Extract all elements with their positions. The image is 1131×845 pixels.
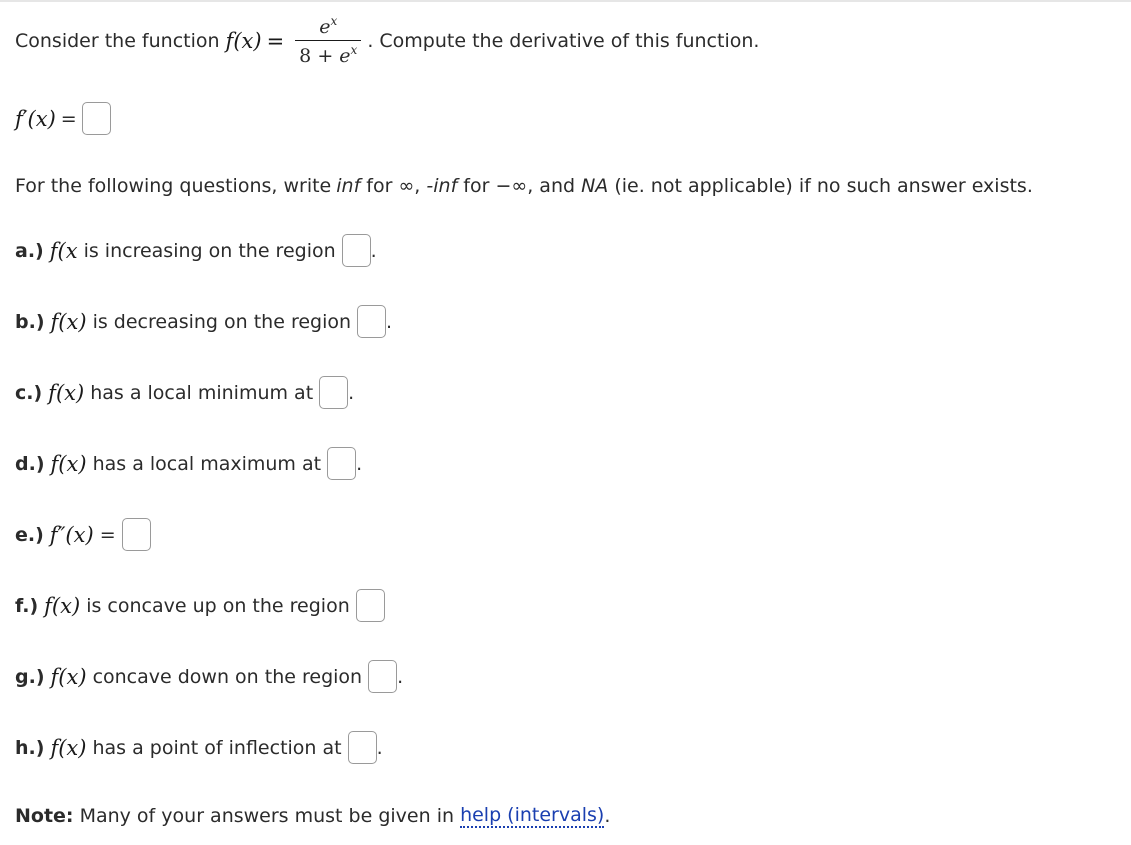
- equals-sign: =: [60, 107, 77, 130]
- fraction-denominator: $8 + e^x$: [295, 40, 361, 67]
- derivative-label: f′(x): [15, 106, 56, 131]
- question-e: e.) f″(x) =: [15, 518, 151, 551]
- help-intervals-link[interactable]: help (intervals): [460, 804, 605, 826]
- answer-input-g[interactable]: [368, 660, 397, 693]
- function-label: f(x): [225, 28, 262, 53]
- neg-inf-keyword: -inf: [426, 175, 458, 197]
- instructions: For the following questions, write inf for ∞, -inf for −∞, and NA (ie. not applicable) if no such answer exists.: [15, 175, 1033, 197]
- na-keyword: NA: [581, 175, 609, 197]
- question-b: b.) f(x) is decreasing on the region .: [15, 305, 392, 338]
- derivative-answer-input[interactable]: [82, 102, 111, 135]
- intro-text: Consider the function: [15, 29, 220, 52]
- answer-input-e[interactable]: [122, 518, 151, 551]
- question-c: c.) f(x) has a local minimum at .: [15, 376, 354, 409]
- question-d: d.) f(x) has a local maximum at .: [15, 447, 362, 480]
- inf-keyword: inf: [336, 175, 361, 197]
- question-h: h.) f(x) has a point of inflection at .: [15, 731, 383, 764]
- derivative-row: [15, 102, 111, 135]
- note: Note: Many of your answers must be given in help (intervals) .: [15, 804, 611, 827]
- question-a: a.) f(x is increasing on the region .: [15, 234, 377, 267]
- intro-text-after: . Compute the derivative of this function.: [367, 29, 760, 52]
- answer-input-b[interactable]: [357, 305, 386, 338]
- function-fraction: [295, 14, 361, 67]
- note-label: Note:: [15, 805, 74, 827]
- answer-input-f[interactable]: [356, 589, 385, 622]
- question-f: f.) f(x) is concave up on the region: [15, 589, 385, 622]
- fraction-numerator: $e^x$: [319, 14, 338, 38]
- answer-input-c[interactable]: [319, 376, 348, 409]
- answer-input-d[interactable]: [327, 447, 356, 480]
- question-g: g.) f(x) concave down on the region .: [15, 660, 403, 693]
- top-divider: [0, 0, 1131, 2]
- answer-input-a[interactable]: [342, 234, 371, 267]
- problem-statement: Consider the function f(x) = $\frac{e^x}{8 + e^x}$ . Compute the derivative of this function.: [15, 14, 760, 67]
- answer-input-h[interactable]: [348, 731, 377, 764]
